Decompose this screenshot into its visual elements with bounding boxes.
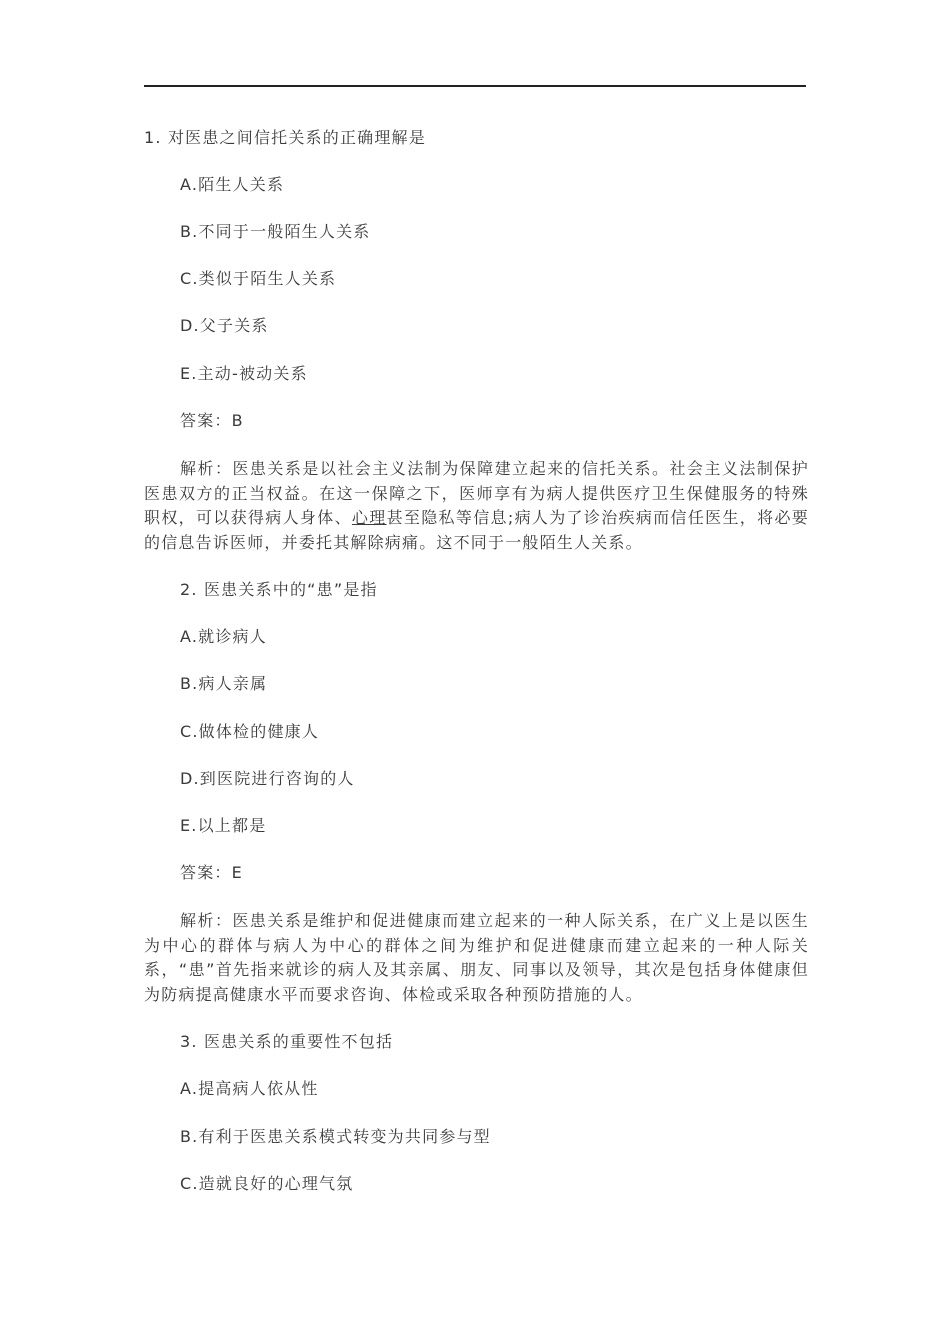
question-2-stem: 2. 医患关系中的“患”是指 <box>180 580 378 599</box>
question-1-option-e: E.主动-被动关系 <box>180 364 308 383</box>
top-divider <box>144 85 806 87</box>
explanation-text-before: 解析：医患关系是以社会主义法制为保障建立起来的信托关系。社会主义法制保护医患双方的正当权益。在这一保障之下，医师享有为病人提供医疗卫生保健服务的特殊职权，可以获得病人身体、 <box>144 459 809 527</box>
question-1-stem: 1. 对医患之间信托关系的正确理解是 <box>144 128 426 147</box>
question-1-option-d: D.父子关系 <box>180 316 269 335</box>
question-3-option-b: B.有利于医患关系模式转变为共同参与型 <box>180 1127 491 1146</box>
question-1-option-c: C.类似于陌生人关系 <box>180 269 337 288</box>
question-1-answer: 答案：B <box>180 411 244 430</box>
question-3-option-c: C.造就良好的心理气氛 <box>180 1174 354 1193</box>
question-2-answer: 答案：E <box>180 863 243 882</box>
question-3-stem: 3. 医患关系的重要性不包括 <box>180 1032 394 1051</box>
question-2-option-e: E.以上都是 <box>180 816 267 835</box>
psychology-link[interactable]: 心理 <box>351 508 387 527</box>
question-3-option-a: A.提高病人依从性 <box>180 1079 319 1098</box>
question-2-explanation: 解析：医患关系是维护和促进健康而建立起来的一种人际关系，在广义上是以医生为中心的群体与病人为中心的群体之间为维护和促进健康而建立起来的一种人际关系，“患”首先指来就诊的病人及其亲属、朋友、同事以及领导，其次是包括身体健康但为防病提高健康水平而要求咨询、体检或采取各种预防措施的人。 <box>144 911 809 1004</box>
question-2-option-a: A.就诊病人 <box>180 627 267 646</box>
question-2-option-d: D.到医院进行咨询的人 <box>180 769 355 788</box>
question-2-option-c: C.做体检的健康人 <box>180 722 320 741</box>
question-1-explanation <box>144 457 809 555</box>
question-2-option-b: B.病人亲属 <box>180 674 268 693</box>
question-1-option-b: B.不同于一般陌生人关系 <box>180 222 371 241</box>
explanation-text-after: 甚至隐私等信息;病人为了诊治疾病而信任医生，将必要的信息告诉医师，并委托其解除病痛。这不同于一般陌生人关系。 <box>144 508 809 552</box>
question-1-option-a: A.陌生人关系 <box>180 175 285 194</box>
